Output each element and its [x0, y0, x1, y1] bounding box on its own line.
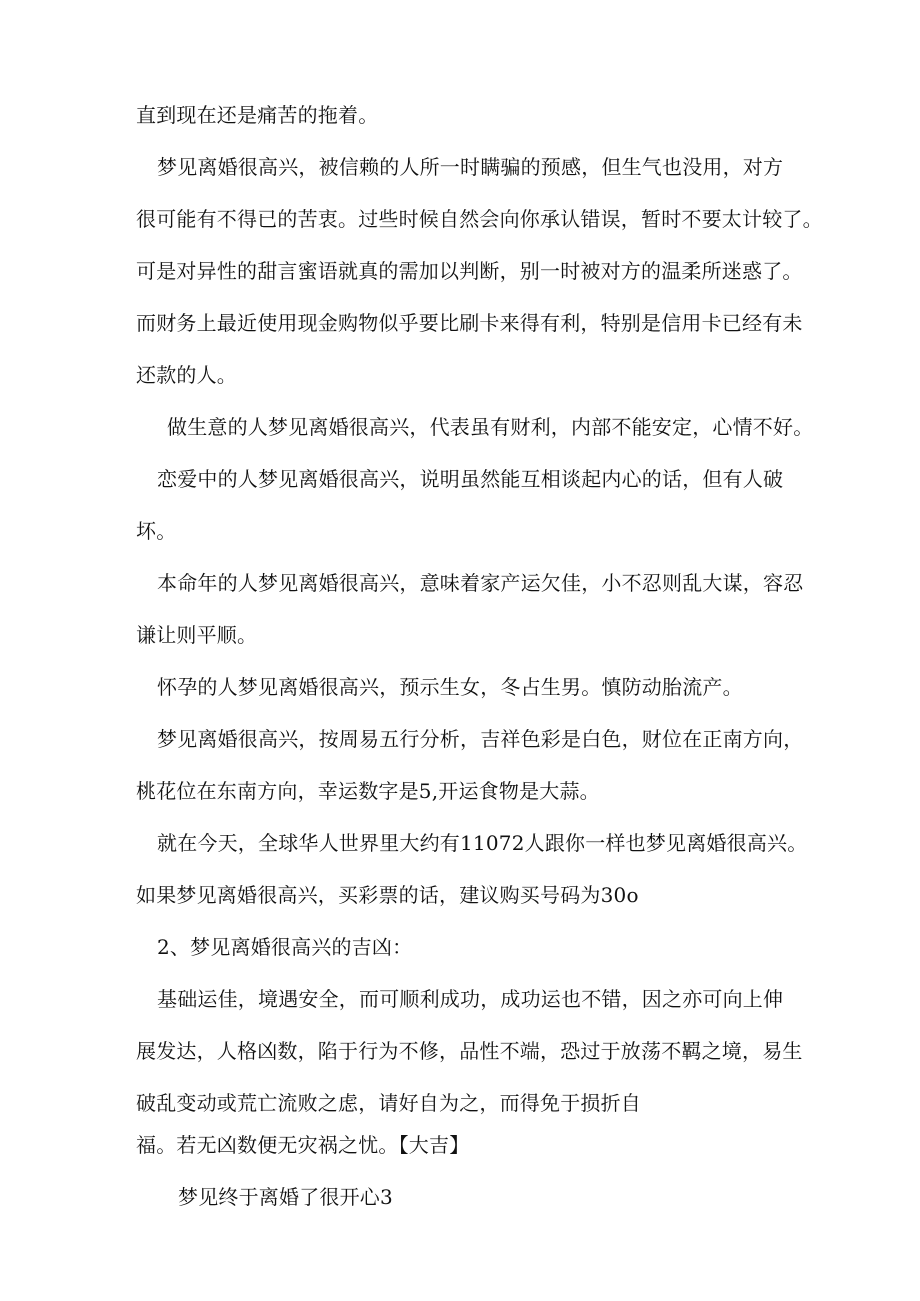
text-line: 还款的人。: [136, 363, 237, 387]
text-line: 可是对异性的甜言蜜语就真的需加以判断，别一时被对方的温柔所迷惑了。: [136, 259, 803, 283]
text-line: 坏。: [136, 519, 177, 543]
text-line: 福。若无凶数便无灾祸之忧。【大吉】: [136, 1133, 470, 1157]
text-line: 做生意的人梦见离婚很高兴，代表虽有财利，内部不能安定，心情不好。: [167, 415, 814, 439]
text-line: 破乱变动或荒亡流败之虑，请好自为之，而得免于损折自: [136, 1091, 641, 1115]
text-line: 梦见离婚很高兴，按周易五行分析，吉祥色彩是白色，财位在正南方向，: [157, 727, 804, 751]
text-line: 而财务上最近使用现金购物似乎要比刷卡来得有利，特别是信用卡已经有未: [136, 311, 803, 335]
text-line: 本命年的人梦见离婚很高兴，意味着家产运欠佳，小不忍则乱大谋，容忍: [157, 571, 804, 595]
text-line: 很可能有不得已的苦衷。过些时候自然会向你承认错误，暂时不要太计较了。: [136, 207, 823, 231]
section-title: 梦见终于离婚了很开心3: [178, 1185, 393, 1209]
section-heading: 2、梦见离婚很高兴的吉凶：: [157, 935, 413, 959]
text-line: 恋爱中的人梦见离婚很高兴，说明虽然能互相谈起内心的话，但有人破: [157, 467, 784, 491]
text-line: 就在今天，全球华人世界里大约有11072人跟你一样也梦见离婚很高兴。: [157, 831, 808, 855]
text-line: 怀孕的人梦见离婚很高兴，预示生女，冬占生男。慎防动胎流产。: [157, 675, 743, 699]
text-line: 直到现在还是痛苦的拖着。: [136, 103, 379, 127]
text-line: 谦让则平顺。: [136, 623, 258, 647]
text-line: 展发达，人格凶数，陷于行为不修，品性不端，恐过于放荡不羁之境，易生: [136, 1039, 803, 1063]
text-line: 梦见离婚很高兴，被信赖的人所一时瞒骗的预感，但生气也没用，对方: [157, 155, 784, 179]
text-line: 如果梦见离婚很高兴，买彩票的话，建议购买号码为30o: [136, 883, 639, 907]
text-line: 桃花位在东南方向，幸运数字是5,开运食物是大蒜。: [136, 779, 600, 803]
text-line: 基础运佳，境遇安全，而可顺利成功，成功运也不错，因之亦可向上伸: [157, 987, 784, 1011]
